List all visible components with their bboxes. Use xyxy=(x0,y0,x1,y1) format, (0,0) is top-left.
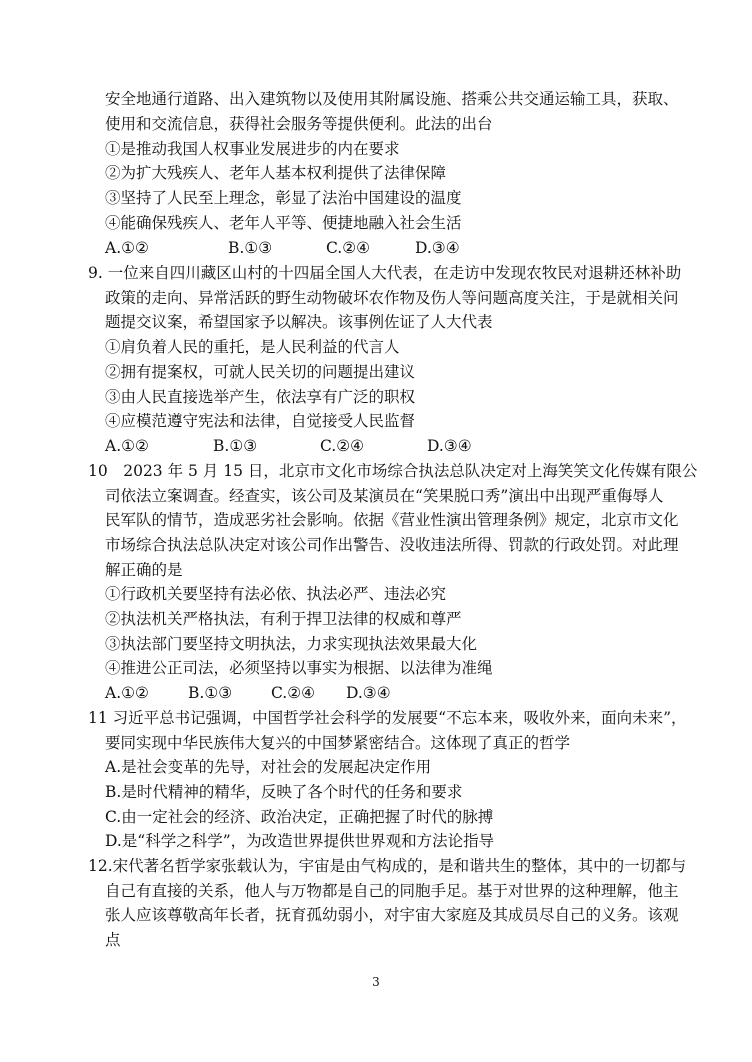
q9-item-3: ③由人民直接选举产生，依法享有广泛的职权 xyxy=(105,388,416,406)
q9-item-1: ①肩负着人民的重托，是人民利益的代言人 xyxy=(105,338,400,356)
q8-item-4: ④能确保残疾人、老年人平等、便捷地融入社会生活 xyxy=(105,214,462,232)
q11-choice-a: A.是社会变革的先导，对社会的发展起决定作用 xyxy=(105,758,432,776)
q10-option-b: B.①③ xyxy=(188,684,233,702)
q9-item-4: ④应模范遵守宪法和法律，自觉接受人民监督 xyxy=(105,412,416,430)
q10-option-a: A.①② xyxy=(105,684,149,702)
q10-item-3: ③执法部门要坚持文明执法，力求实现执法效果最大化 xyxy=(105,635,478,653)
q10-stem-line-1: 10 2023 年 5 月 15 日，北京市文化市场综合执法总队决定对上海笑笑文化传媒有限公 xyxy=(88,462,698,480)
q8-item-3: ③坚持了人民至上理念，彰显了法治中国建设的温度 xyxy=(105,189,462,207)
q9-item-2: ②拥有提案权，可就人民关切的问题提出建议 xyxy=(105,363,416,381)
q8-stem-line-1: 安全地通行道路、出入建筑物以及使用其附属设施、搭乘公共交通运输工具，获取、 xyxy=(105,90,679,108)
q11-stem-line-1: 11 习近平总书记强调，中国哲学社会科学的发展要“不忘本来，吸收外来，面向未来”， xyxy=(88,709,687,727)
q9-stem-line-1: 9. 一位来自四川藏区山村的十四届全国人大代表，在走访中发现农牧民对退耕还林补助 xyxy=(88,264,682,282)
q10-stem-line-2: 司依法立案调查。经查实，该公司及某演员在“笑果脱口秀”演出中出现严重侮辱人 xyxy=(105,487,664,505)
q9-stem-line-3: 题提交议案，希望国家予以解决。该事例佐证了人大代表 xyxy=(105,313,493,331)
q8-option-d: D.③④ xyxy=(415,239,460,257)
q8-item-1: ①是推动我国人权事业发展进步的内在要求 xyxy=(105,140,400,158)
q10-option-d: D.③④ xyxy=(346,684,391,702)
q8-option-a: A.①② xyxy=(105,239,149,257)
q9-option-b: B.①③ xyxy=(213,437,258,455)
q9-stem-line-2: 政策的走向、异常活跃的野生动物破坏农作物及伤人等问题高度关注，于是就相关问 xyxy=(105,289,679,307)
q9-option-a: A.①② xyxy=(105,437,149,455)
q9-option-d: D.③④ xyxy=(427,437,472,455)
q11-choice-b: B.是时代精神的精华，反映了各个时代的任务和要求 xyxy=(105,783,463,801)
q8-item-2: ②为扩大残疾人、老年人基本权利提供了法律保障 xyxy=(105,164,447,182)
q11-choice-d: D.是“科学之科学”，为改造世界提供世界观和方法论指导 xyxy=(105,832,495,850)
q12-stem-line-3: 张人应该尊敬高年长者，抚育孤幼弱小，对宇宙大家庭及其成员尽自己的义务。该观 xyxy=(105,906,679,924)
q9-option-c: C.②④ xyxy=(320,437,365,455)
q10-item-4: ④推进公正司法，必须坚持以事实为根据、以法律为准绳 xyxy=(105,659,493,677)
q11-choice-c: C.由一定社会的经济、政治决定，正确把握了时代的脉搏 xyxy=(105,808,494,826)
q8-option-c: C.②④ xyxy=(326,239,371,257)
q10-item-1: ①行政机关要坚持有法必依、执法必严、违法必究 xyxy=(105,585,447,603)
q12-stem-line-2: 自己有直接的关系，他人与万物都是自己的同胞手足。基于对世界的这种理解，他主 xyxy=(105,882,679,900)
q9-options xyxy=(105,434,472,458)
q8-options xyxy=(105,236,460,260)
q10-item-2: ②执法机关严格执法，有利于捍卫法律的权威和尊严 xyxy=(105,610,462,628)
q8-option-b: B.①③ xyxy=(228,239,273,257)
q10-stem-line-3: 民军队的情节，造成恶劣社会影响。依据《营业性演出管理条例》规定，北京市文化 xyxy=(105,511,679,529)
q10-option-c: C.②④ xyxy=(271,684,316,702)
q12-stem-line-4: 点 xyxy=(105,931,121,949)
page-number: 3 xyxy=(372,975,380,989)
q8-stem-line-2: 使用和交流信息，获得社会服务等提供便利。此法的出台 xyxy=(105,115,493,133)
q12-stem-line-1: 12.宋代著名哲学家张载认为，宇宙是由气构成的，是和谐共生的整体，其中的一切都与 xyxy=(88,857,687,875)
q10-stem-line-5: 解正确的是 xyxy=(105,561,183,579)
q10-options xyxy=(105,681,391,705)
q10-stem-line-4: 市场综合执法总队决定对该公司作出警告、没收违法所得、罚款的行政处罚。对此理 xyxy=(105,536,679,554)
q11-stem-line-2: 要同实现中华民族伟大复兴的中国梦紧密结合。这体现了真正的哲学 xyxy=(105,734,571,752)
